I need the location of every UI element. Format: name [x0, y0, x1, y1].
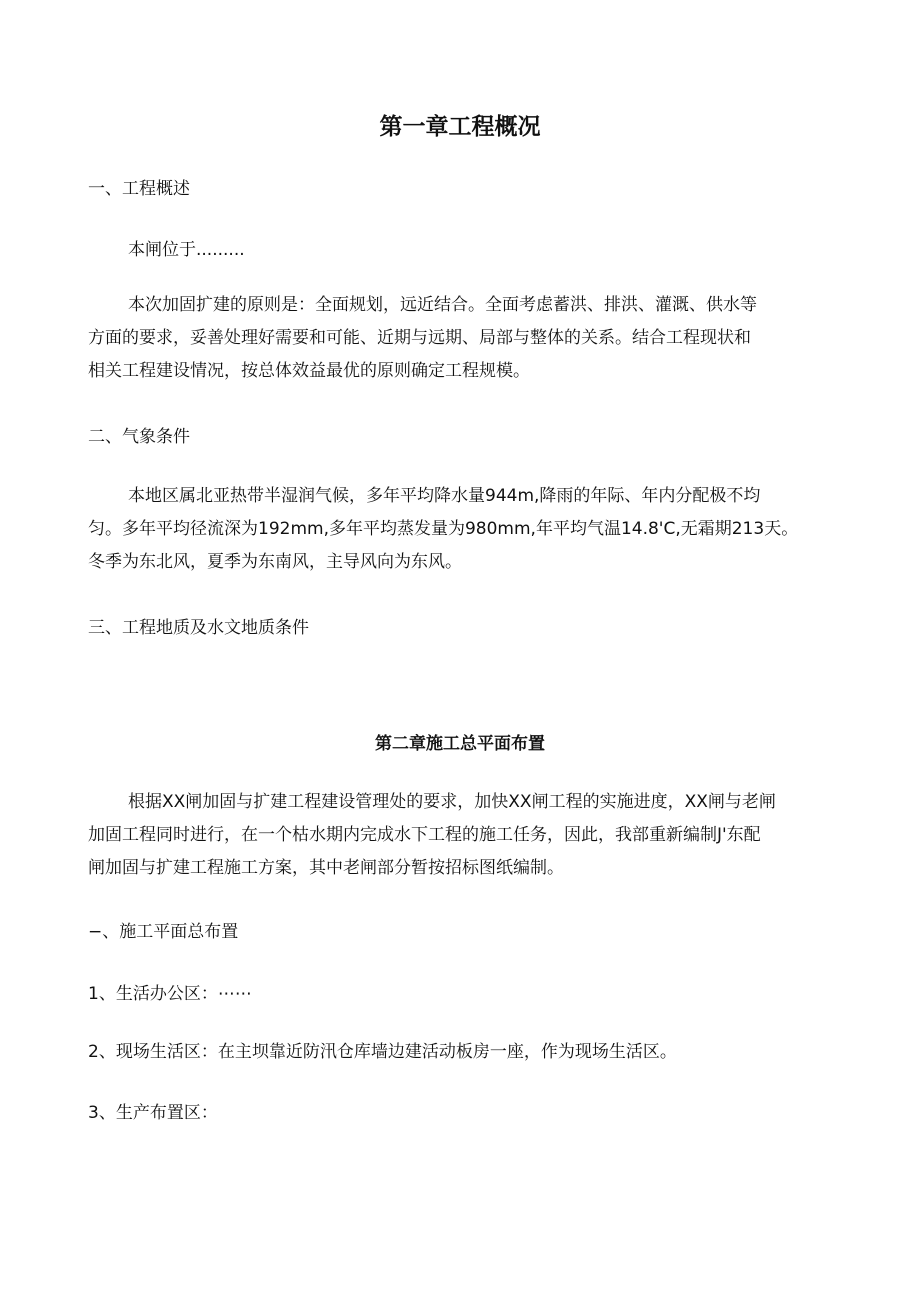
list-item-production-area: 3、生产布置区：: [88, 1103, 218, 1123]
section-heading-layout: −、施工平面总布置: [88, 922, 239, 942]
paragraph-line: 本闸位于.........: [128, 240, 245, 260]
paragraph-line: 方面的要求，妥善处理好需要和可能、近期与远期、局部与整体的关系。结合工程现状和: [88, 328, 751, 348]
paragraph-line: 本地区属北亚热带半湿润气候，多年平均降水量944m,降雨的年际、年内分配极不均: [128, 486, 761, 506]
section-heading-climate: 二、气象条件: [88, 427, 190, 447]
section-heading-project-overview: 一、工程概述: [88, 179, 190, 199]
paragraph-line: 匀。多年平均径流深为192mm,多年平均蒸发量为980mm,年平均气温14.8'C,无霜期213天。: [88, 519, 799, 539]
paragraph-climate: [88, 480, 833, 579]
list-item-office-area: 1、生活办公区：⋯⋯: [88, 984, 252, 1004]
chapter1-title: 第一章工程概况: [379, 114, 541, 140]
paragraph-location: [88, 234, 833, 267]
paragraph-line: 相关工程建设情况，按总体效益最优的原则确定工程规模。: [88, 361, 530, 381]
paragraph-line: 根据XX闸加固与扩建工程建设管理处的要求，加快XX闸工程的实施进度，XX闸与老闸: [128, 792, 776, 812]
paragraph-line: 冬季为东北风，夏季为东南风，主导风向为东风。: [88, 552, 462, 572]
paragraph-chapter2-intro: [88, 786, 833, 885]
paragraph-line: 加固工程同时进行，在一个枯水期内完成水下工程的施工任务，因此，我部重新编制J'东配: [88, 825, 761, 845]
chapter2-title: 第二章施工总平面布置: [375, 734, 545, 754]
paragraph-principles: [88, 289, 833, 388]
list-item-site-living-area: 2、现场生活区：在主坝靠近防汛仓库墙边建活动板房一座，作为现场生活区。: [88, 1042, 677, 1062]
paragraph-line: 本次加固扩建的原则是：全面规划，远近结合。全面考虑蓄洪、排洪、灌溉、供水等: [128, 295, 757, 315]
section-heading-geology: 三、工程地质及水文地质条件: [88, 618, 309, 638]
paragraph-line: 闸加固与扩建工程施工方案，其中老闸部分暂按招标图纸编制。: [88, 858, 564, 878]
